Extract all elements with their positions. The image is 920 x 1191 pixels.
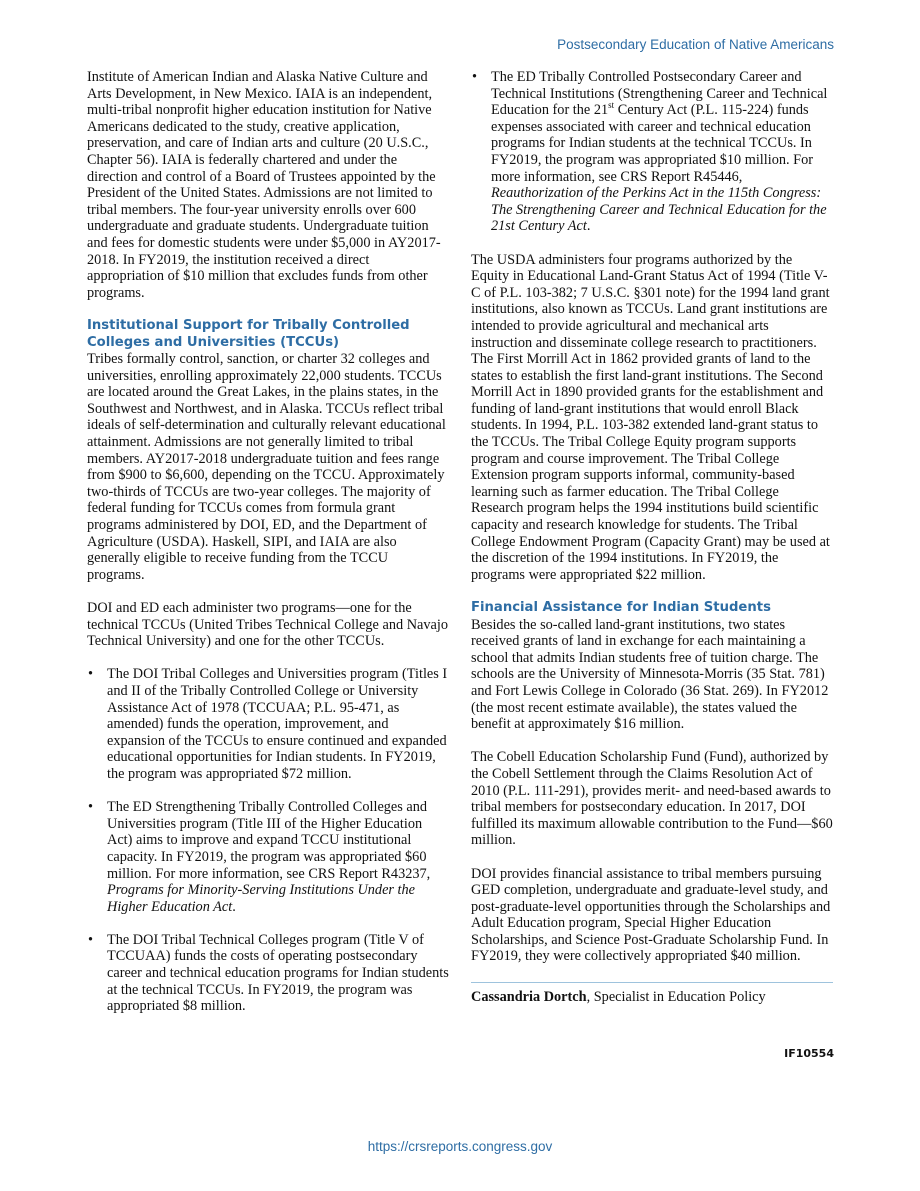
author-divider — [471, 982, 833, 983]
bullet-text-end: . — [232, 898, 236, 915]
bullet-text: The DOI Tribal Technical Colleges program (Title V of TCCUAA) funds the costs of operating postsecondary career and technical education programs for Indian students at the technical TCCUs. In FY2019, the program was appropriated $8 million. — [107, 931, 449, 1015]
paragraph-tccu-overview: Tribes formally control, sanction, or charter 32 colleges and universities, enrolling approximately 22,000 students. TCCUs are located around the Great Lakes, in the plains states, in the Southwest and Northwest, and in Alaska. TCCUs reflect tribal ideals of self-determination and culturally relevant educational attainment. Admissions are not generally limited to tribal members. AY2017-2018 undergraduate tuition and fees range from $900 to $6,600, depending on the TCCU. Approximately two-thirds of TCCUs are two-year colleges. The majority of federal funding for TCCUs comes from formula grant programs administered by DOI, ED, and the Department of Agriculture (USDA). Haskell, SIPI, and IAIA are also generally eligible to receive funding from the TCCU programs. — [87, 351, 446, 583]
author-name: Cassandria Dortch — [471, 988, 587, 1005]
bullet-icon: • — [472, 69, 478, 85]
bullet-text: The ED Tribally Controlled Postsecondary Career and Technical Institutions (Strengthening Career and Technical Education for the 21 — [491, 69, 828, 119]
bullet-item-ed-strengthening — [87, 799, 449, 915]
report-id: IF10554 — [784, 1047, 834, 1060]
section-heading-financial-assistance: Financial Assistance for Indian Students — [471, 600, 771, 615]
heading-line-2: Colleges and Universities (TCCUs) — [87, 334, 340, 350]
bullet-item-ed-career-technical — [471, 69, 833, 235]
bullet-icon: • — [88, 799, 94, 816]
bullet-text-end: . — [586, 218, 591, 235]
ordinal-superscript: st — [608, 100, 615, 111]
paragraph-state-land-grants: Besides the so-called land-grant institutions, two states received grants of land in exchange for each maintaining a school that admits Indian students free of tuition charge. The schools are the University of Minnesota-Morris (35 Stat. 781) and Fort Lewis College in Colorado (36 Stat. 269). In FY2012 (the most recent estimate available), the states valued the benefit at approximately $16 million. — [471, 616, 829, 733]
footer-url-link[interactable]: https://crsreports.congress.gov — [367, 1139, 553, 1154]
paragraph-cobell-fund: The Cobell Education Scholarship Fund (Fund), authorized by the Cobell Settlement through the Claims Resolution Act of 2010 (P.L. 111-291), provides merit- and need-based awards to tribal members for postsecondary education. In 2017, DOI fulfilled its maximum allowable contribution to the Fund—$60 million. — [471, 749, 833, 849]
right-column — [471, 69, 833, 1005]
bullet-icon: • — [88, 666, 94, 683]
running-header-title: Postsecondary Education of Native Americans — [557, 37, 834, 52]
bullet-text: The ED Strengthening Tribally Controlled Colleges and Universities program (Title III of the Higher Education Act) aims to improve and expand TCCU institutional capacity. In FY2019, the program was appropriated $60 million. For more information, see CRS Report R43237, — [107, 799, 431, 882]
bullet-item-doi-technical — [87, 932, 449, 1015]
program-bullet-list-continued — [471, 69, 833, 235]
report-title-italic: Programs for Minority-Serving Institutions Under the Higher Education Act — [107, 882, 416, 915]
bullet-item-doi-tcu — [87, 666, 449, 782]
left-column — [87, 69, 449, 1031]
paragraph-usda-land-grant: The USDA administers four programs authorized by the Equity in Educational Land-Grant Status Act of 1994 (Title V-C of P.L. 103-382; 7 U.S.C. §301 note) for the 1994 land grant institutions, also known as TCCUs. Land grant institutions are intended to provide agricultural and mechanical arts instruction and disseminate college research to practitioners. The First Morrill Act in 1862 provided grants of land to the states to establish the first land-grant institutions. The Second Morrill Act in 1890 provided grants for the establishment and funding of land-grant institutions that would enroll Black students. In 1994, P.L. 103-382 extended land-grant status to the TCCUs. The Tribal College Equity program supports program and course improvement. The Tribal College Extension program supports informal, community-based learning such as farmer education. The Tribal College Research program helps the 1994 institutions build scientific capacity and research knowledge for students. The Tribal College Endowment Program (Capacity Grant) may be used at the discretion of the 1994 institutions. In FY2019, the programs were appropriated $22 million. — [471, 251, 830, 583]
paragraph-doi-ed-programs: DOI and ED each administer two programs—one for the technical TCCUs (United Tribes Technical College and Navajo Technical University) and one for the other TCCUs. — [87, 600, 448, 650]
bullet-icon: • — [88, 931, 94, 948]
section-heading-tccu — [87, 318, 449, 351]
program-bullet-list — [87, 666, 449, 1014]
bullet-text-continued: Century Act (P.L. 115-224) funds expenses associated with career and technical education programs for Indian students at the technical TCCUs. In FY2019, the program was appropriated $10 million. For more information, see CRS Report R45446, — [491, 102, 814, 185]
author-role: , Specialist in Education Policy — [586, 988, 766, 1005]
heading-line-1: Institutional Support for Tribally Controlled — [87, 317, 410, 333]
paragraph-iaia: Institute of American Indian and Alaska Native Culture and Arts Development, in New Mexico. IAIA is an independent, multi-tribal nonprofit higher education institution for Native Americans dedicated to the study, creative application, preservation, and care of Indian arts and culture (20 U.S.C., Chapter 56). IAIA is federally chartered and under the direction and control of a Board of Trustees appointed by the President of the United States. Admissions are not limited to tribal members. The four-year university enrolls over 600 undergraduate and graduate students. Undergraduate tuition and fees for domestic students were under $5,000 in AY2017-2018. In FY2019, the institution received a direct appropriation of $10 million that excludes funds from other programs. — [87, 69, 441, 301]
paragraph-doi-financial-assistance: DOI provides financial assistance to tribal members pursuing GED completion, undergraduate and graduate-level study, and post-graduate-level opportunities through the Scholarships and Adult Education program, Special Higher Education Scholarships, and Science Post-Graduate Scholarship Fund. In FY2019, they were collectively appropriated $40 million. — [471, 865, 831, 965]
author-line — [471, 989, 833, 1006]
report-title-italic: Reauthorization of the Perkins Act in the 115th Congress: The Strengthening Career and Technical Education for the 21st Century Act — [491, 185, 827, 235]
bullet-text: The DOI Tribal Colleges and Universities program (Titles I and II of the Tribally Controlled College or University Assistance Act of 1978 (TCCUAA; P.L. 95-471, as amended) funds the operation, improvement, and expansion of the TCCUs to ensure continued and expanded educational opportunities for Indian students. In FY2019, the program was appropriated $72 million. — [107, 666, 448, 782]
